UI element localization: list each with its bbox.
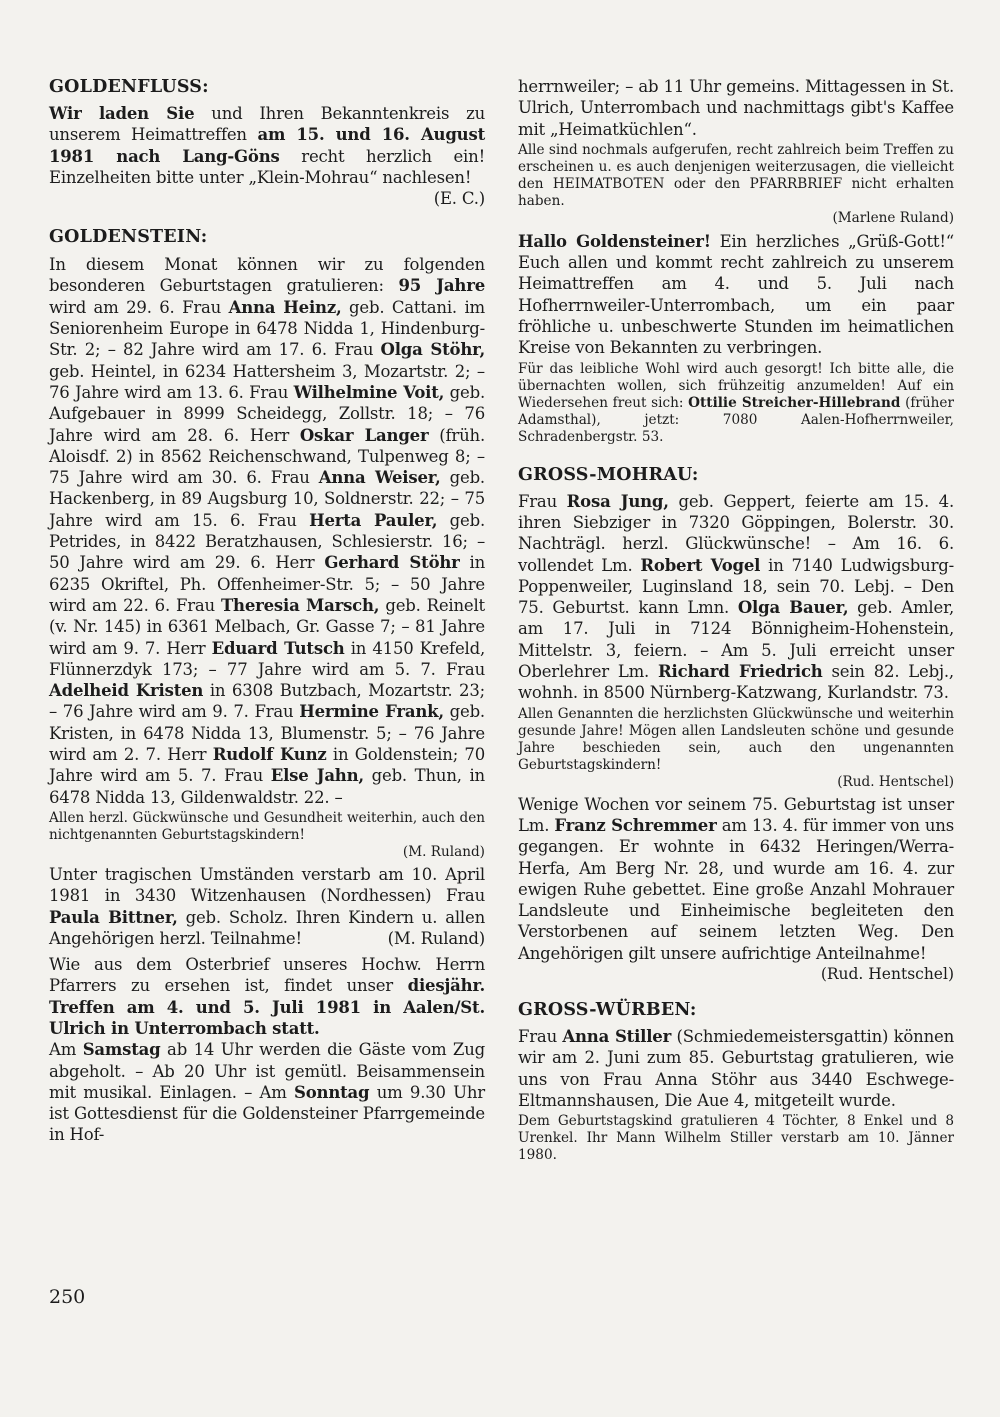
text-bold: Robert Vogel xyxy=(640,555,761,575)
text-bold: 95 Jahre xyxy=(398,276,485,296)
text-bold: Samstag xyxy=(82,1040,161,1060)
text: Wie aus dem Osterbrief unseres Hochw. Herrn Pfarrers zu ersehen ist, findet unser xyxy=(49,955,485,996)
text: recht herzlich ein! Einzelheiten bitte unter „Klein-Mohrau“ nachlesen! xyxy=(49,146,485,187)
text-bold: Ottilie Streicher-Hillebrand xyxy=(688,394,901,411)
text-bold: Anna Stiller xyxy=(562,1027,672,1047)
text-bold: Oskar Langer xyxy=(299,425,429,445)
text: in 6235 Okriftel, Ph. Offenheimer-Str. 5; – 50 Jahre wird am 22. 6. Frau xyxy=(49,553,485,615)
text-bold: Else Jahn, xyxy=(270,766,364,786)
goldenstein-obituary-paragraph xyxy=(49,864,485,949)
text: in 4150 Krefeld, Flünnerzdyk 173; – 77 Jahre wird am 5. 7. Frau xyxy=(49,638,486,679)
text-bold: Olga Stöhr, xyxy=(380,340,485,360)
text: in 7140 Ludwigsburg-Poppenweiler, Luginsland 18, sein 70. Lebj. – Den 75. Geburtst. kann Lmn. xyxy=(518,555,954,618)
heading-gross-wuerben: GROSS-WÜRBEN: xyxy=(518,1000,697,1021)
text-bold: Anna Heinz, xyxy=(228,297,342,317)
text: und Ihren Bekanntenkreis zu unserem Heimattreffen xyxy=(49,104,486,145)
goldenstein-wishes-note: Allen herzl. Gückwünsche und Gesundheit weiterhin, auch den nichtgenannten Geburtstagskindern! xyxy=(49,809,485,843)
text: Unter tragischen Umständen verstarb am 10. April 1981 in 3430 Witzenhausen (Nordhessen) Frau xyxy=(49,864,485,906)
catering-note xyxy=(518,361,954,446)
text-bold: Herta Pauler, xyxy=(309,510,438,530)
text: Frau xyxy=(518,491,567,511)
text: geb. Thun, in 6478 Nidda 13, Gildenwaldstr. 22. – xyxy=(49,766,485,807)
goldenstein-meeting-paragraph xyxy=(49,954,485,1039)
text-bold: Hallo Goldensteiner! xyxy=(518,231,711,251)
text-bold: Wilhelmine Voit, xyxy=(293,382,445,402)
text: um 9.30 Uhr ist Gottesdienst für die Goldensteiner Pfarrgemeinde in Hof- xyxy=(49,1082,485,1145)
text-bold: Paula Bittner, xyxy=(49,907,178,927)
text-bold: Wir laden Sie xyxy=(49,104,195,123)
text: Am xyxy=(49,1040,83,1060)
gross-wuerben-family-note: Dem Geburtstagskind gratulieren 4 Töchter, 8 Enkel und 8 Urenkel. Ihr Mann Wilhelm Stiller verstarb am 10. Jänner 1980. xyxy=(518,1113,954,1164)
text-bold: diesjähr. Treffen am 4. und 5. Juli 1981 in Aalen/St. Ulrich in Unterrombach statt. xyxy=(49,976,485,1038)
text: In diesem Monat können wir zu folgenden besonderen Geburtstagen gratulieren: xyxy=(49,255,485,296)
text: Frau xyxy=(518,1027,563,1047)
heading-goldenstein: GOLDENSTEIN: xyxy=(49,227,208,248)
text: Ein herzliches „Grüß-Gott!“ Euch allen und kommt recht zahlreich zu unserem Heimattreffen am 4. und 5. Juli nach Hofherrnweiler-Unterrombach, um ein paar fröhliche u. unbeschwerte Stunden im heimatlichen Kreise von Bekannten zu verbringen. xyxy=(518,231,954,358)
text: geb. Scholz. Ihren Kindern u. allen Angehörigen herzl. Teilnahme! xyxy=(49,907,485,948)
text-bold: Franz Schremmer xyxy=(554,815,717,835)
text: geb. Kristen, in 6478 Nidda 13, Blumenstr. 5; – 76 Jahre wird am 2. 7. Herr xyxy=(49,702,485,765)
goldenstein-schedule-paragraph xyxy=(49,1039,485,1145)
text: geb. Petrides, in 8422 Beratzhausen, Schlesierstr. 16; – 50 Jahre wird am 29. 6. Herr xyxy=(49,510,485,573)
text: ab 14 Uhr werden die Gäste vom Zug abgeholt. – Ab 20 Uhr ist gemütl. Beisammensein mit musikal. Einlagen. – Am xyxy=(49,1040,485,1102)
text-bold: Olga Bauer, xyxy=(737,598,849,618)
text: (Schmiedemeistersgattin) können wir am 2. Juni zum 85. Geburtstag gratulieren, wie uns von Frau Anna Stöhr aus 3440 Eschwege-Eltmannshausen, Die Aue 4, mitgeteilt wurde. xyxy=(518,1027,954,1110)
right-column xyxy=(518,76,954,1164)
text: geb. Aufgebauer in 8999 Scheidegg, Zollstr. 18; – 76 Jahre wird am 28. 6. Herr xyxy=(49,382,485,445)
text: geb. Cattani. im Seniorenheim Europe in 6478 Nidda 1, Hindenburg-Str. 2; – 82 Jahre wird am 17. 6. Frau xyxy=(49,297,485,360)
hallo-goldensteiner-paragraph xyxy=(518,231,954,359)
text-bold: Hermine Frank, xyxy=(299,702,444,722)
gross-mohrau-obituary-paragraph xyxy=(518,794,954,964)
text-bold: Adelheid Kristen xyxy=(49,681,204,701)
text-bold: Richard Friedrich xyxy=(658,662,823,682)
text: in Goldenstein; 70 Jahre wird am 5. 7. Frau xyxy=(49,745,485,786)
text: (früher Adamsthal), jetzt: 7080 Aalen-Hofherrnweiler, Schradenbergstr. 53. xyxy=(518,394,954,445)
text-bold: Rudolf Kunz xyxy=(212,745,327,765)
gross-wuerben-paragraph xyxy=(518,1026,954,1111)
heading-goldenfluss: GOLDENFLUSS: xyxy=(49,77,209,97)
gross-mohrau-wishes-note: Allen Genannten die herzlichsten Glückwünsche und weiterhin gesunde Jahre! Mögen allen Landsleuten schöne und gesunde Jahre beschieden sein, auch den ungenannten Geburtstagskindern! xyxy=(518,705,954,773)
gross-mohrau-birthdays-paragraph xyxy=(518,491,954,704)
credit-marlene-ruland: (Marlene Ruland) xyxy=(832,209,954,226)
text: in 6308 Butzbach, Mozartstr. 23; – 76 Jahre wird am 9. 7. Frau xyxy=(49,681,485,722)
text: geb. Amler, am 17. Juli in 7124 Bönnigheim-Hohenstein, Mittelstr. 3, feiern. – Am 5. Juli erreicht unser Oberlehrer Lm. xyxy=(518,598,954,682)
call-to-attend-note: Alle sind nochmals aufgerufen, recht zahlreich beim Treffen zu erscheinen u. es auch denjenigen weiterzusagen, die vielleicht den HEIMATBOTEN oder den PFARRBRIEF nicht erhalten haben. xyxy=(518,141,954,209)
goldenstein-birthdays-paragraph xyxy=(49,254,485,808)
continued-paragraph: herrnweiler; – ab 11 Uhr gemeins. Mittagessen in St. Ulrich, Unterrombach und nachmittags gibt's Kaffee mit „Heimatküchlen“. xyxy=(518,77,954,139)
text: geb. Hackenberg, in 89 Augsburg 10, Soldnerstr. 22; – 75 Jahre wird am 15. 6. Frau xyxy=(49,468,485,530)
text: am 13. 4. für immer von uns gegangen. Er wohnte in 6432 Heringen/Werra-Herfa, Am Berg Nr. 28, und wurde am 16. 4. zur ewigen Ruhe gebettet. Eine große Anzahl Mohrauer Landsleute und Einheimische begleiteten den Verstorbenen auf seinem letzten Weg. Den Angehörigen gilt unsere aufrichtige Anteilnahme! xyxy=(518,815,954,963)
heading-gross-mohrau: GROSS-MOHRAU: xyxy=(518,464,699,485)
credit-m-ruland-1: (M. Ruland) xyxy=(402,843,485,860)
text: wird am 29. 6. Frau xyxy=(49,297,229,317)
text: Für das leibliche Wohl wird auch gesorgt! Ich bitte alle, die übernachten wollen, sich frühzeitig anzumelden! Auf ein Wiedersehen freut sich: xyxy=(518,360,954,411)
text: Wenige Wochen vor seinem 75. Geburtstag ist unser Lm. xyxy=(518,794,954,835)
text-bold: Sonntag xyxy=(294,1082,370,1102)
credit-m-ruland-2: (M. Ruland) xyxy=(387,928,485,948)
text-bold: Theresia Marsch, xyxy=(220,595,380,615)
credit-rud-hentschel-1: (Rud. Hentschel) xyxy=(837,773,954,790)
text-bold: am 15. und 16. August 1981 nach Lang-Göns xyxy=(49,125,485,166)
text: (früh. Aloisdf. 2) in 8562 Reichenschwand, Tulpenweg 8; – 75 Jahre wird am 30. 6. Frau xyxy=(49,425,485,488)
text: sein 82. Lebj., wohnh. in 8500 Nürnberg-Katzwang, Kurlandstr. 73. xyxy=(518,662,954,703)
text-bold: Gerhard Stöhr xyxy=(324,553,460,573)
text-bold: Rosa Jung, xyxy=(566,491,669,511)
page-number: 250 xyxy=(49,1286,86,1308)
text-bold: Eduard Tutsch xyxy=(211,638,345,658)
text-bold: Anna Weiser, xyxy=(318,468,441,488)
text: geb. Geppert, feierte am 15. 4. ihren Siebziger in 7320 Göppingen, Bolerstr. 30. Nachträgl. herzl. Glückwünsche! – Am 16. 6. vollendet Lm. xyxy=(518,491,955,575)
goldenfluss-paragraph xyxy=(49,103,486,209)
left-column xyxy=(49,76,485,1146)
text: geb. Reinelt (v. Nr. 145) in 6361 Melbach, Gr. Gasse 7; – 81 Jahre wird am 9. 7. Herr xyxy=(49,595,485,658)
credit-rud-hentschel-2: (Rud. Hentschel) xyxy=(820,965,954,984)
text: geb. Heintel, in 6234 Hattersheim 3, Mozartstr. 2; – 76 Jahre wird am 13. 6. Frau xyxy=(49,361,485,402)
credit-ec: (E. C.) xyxy=(433,189,485,209)
